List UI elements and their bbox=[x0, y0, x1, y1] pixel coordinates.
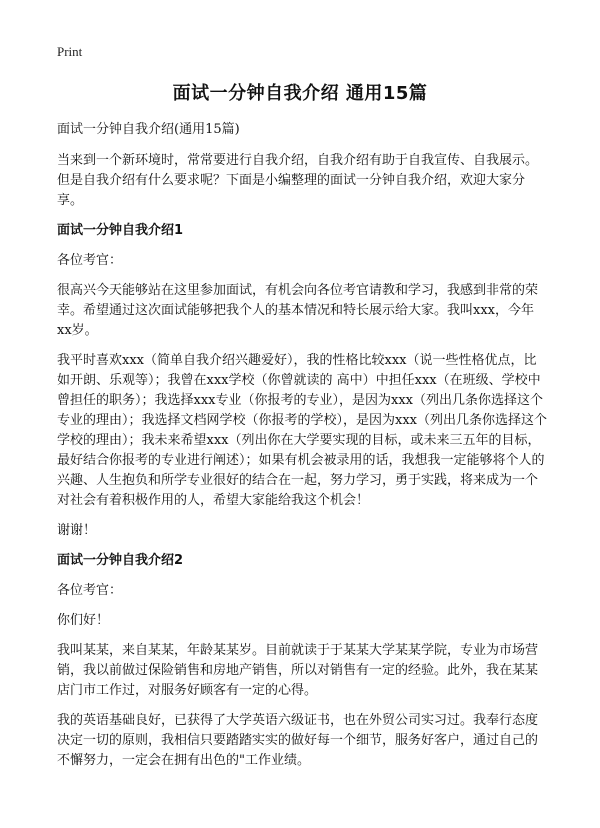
page-title: 面试一分钟自我介绍 通用15篇 bbox=[172, 83, 428, 104]
section-2-paragraph: 我叫某某，来自某某，年龄某某岁。目前就读于于某某大学某某学院，专业为市场营销，我以前做过保险销售和房地产销售，所以对销售有一定的经验。此外，我在某某店门市工作过，对服务好顾客有一定的心得。 bbox=[57, 643, 539, 698]
section-1-closing: 谢谢！ bbox=[57, 523, 97, 538]
section-1-paragraph: 我平时喜欢xxx（简单自我介绍兴趣爱好），我的性格比较xxx（说一些性格优点，比如开朗、乐观等）；我曾在xxx学校（你曾就读的 高中）中担任xxx（在班级、学校中曾担任的职务）；我选择xxx专业（你报考的专业），是因为xxx（列出几条你选择这个专业的理由）；我选择文档网学校（你报考的学校），是因为xxx（列出几条你选择这个学校的理由）；我未来希望xxx（列出你在大学要实现的目标，或未来三五年的目标，最好结合你报考的专业进行阐述）；如果有机会被录用的话，我想我一定能够将个人的兴趣、人生抱负和所学专业很好的结合在一起，努力学习，勇于实践，将来成为一个对社会有着积极作用的人，希望大家能给我这个机会！ bbox=[57, 353, 547, 508]
section-1-greeting: 各位考官： bbox=[57, 253, 123, 268]
section-2-paragraph: 我的英语基础良好，已获得了大学英语六级证书，也在外贸公司实习过。我奉行态度决定一切的原则，我相信只要踏踏实实的做好每一个细节，服务好客户，通过自己的不懈努力，一定会在拥有出色的"工作业绩。 bbox=[57, 713, 539, 768]
section-2-hello: 你们好！ bbox=[57, 613, 110, 628]
section-heading-2: 面试一分钟自我介绍2 bbox=[57, 553, 184, 568]
document-body bbox=[57, 120, 547, 781]
intro-paragraph: 当来到一个新环境时，常常要进行自我介绍，自我介绍有助于自我宣传、自我展示。但是自我介绍有什么要求呢？下面是小编整理的面试一分钟自我介绍，欢迎大家分享。 bbox=[57, 153, 539, 208]
document-subtitle: 面试一分钟自我介绍(通用15篇) bbox=[57, 122, 240, 137]
section-heading-1: 面试一分钟自我介绍1 bbox=[57, 223, 184, 238]
section-2-greeting: 各位考官： bbox=[57, 583, 123, 598]
print-label: Print bbox=[57, 44, 83, 59]
section-1-paragraph: 很高兴今天能够站在这里参加面试，有机会向各位考官请教和学习，我感到非常的荣幸。希望通过这次面试能够把我个人的基本情况和特长展示给大家。我叫xxx，今年xx岁。 bbox=[57, 283, 539, 338]
